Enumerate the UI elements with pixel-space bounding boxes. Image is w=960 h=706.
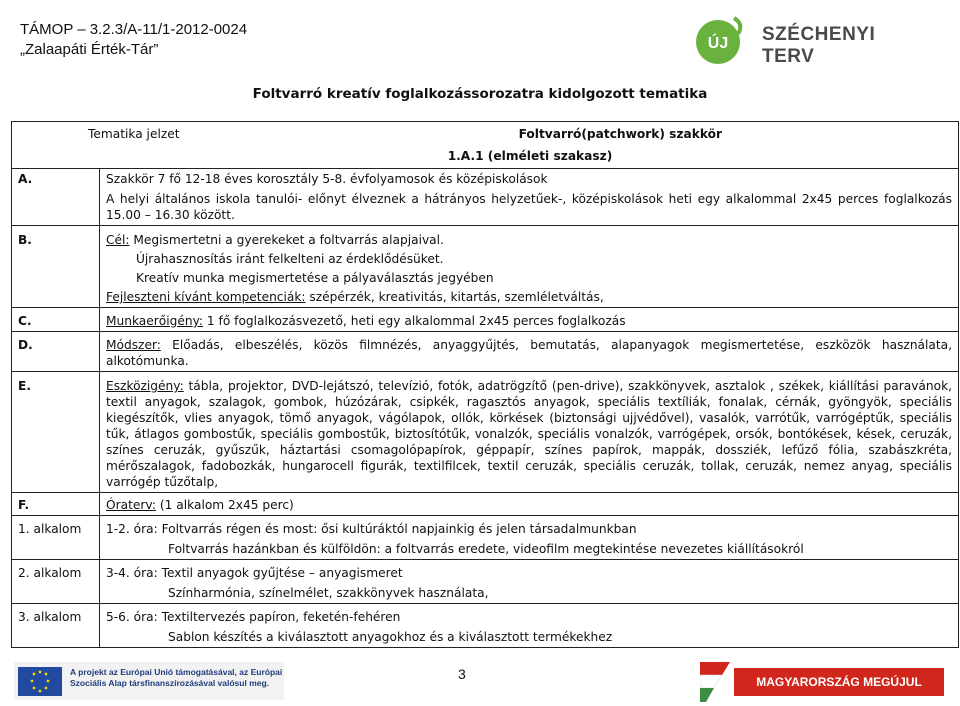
a-line2: A helyi általános iskola tanulói- előnyt élveznek a hátrányos helyzetűek-, középiskolások heti egy alkalommal 2x45 perces foglalkozás 15.00 – 16.30 között. [106, 192, 952, 222]
col1-header: Tematika jelzet [88, 127, 180, 141]
session-row-3 [12, 604, 959, 648]
project-name: „Zalaapáti Érték-Tár” [20, 41, 159, 58]
session-label-2: 2. alkalom [12, 560, 100, 604]
content-e [100, 372, 959, 493]
eu-text-1: A projekt az Európai Unió támogatásával, az Európai [70, 667, 283, 677]
table-header-row [12, 122, 959, 169]
phase-label: 1.A.1 (elméleti szakasz) [447, 149, 613, 163]
eu-text-2: Szociális Alap társfinanszírozásával valósul meg. [70, 678, 270, 688]
row-f [12, 493, 959, 516]
banner-text: MAGYARORSZÁG MEGÚJUL [734, 668, 944, 696]
session-content-3 [100, 604, 959, 648]
content-d [100, 332, 959, 372]
eu-flag-icon [18, 667, 62, 696]
cel-2: Újrahasznosítás iránt felkelteni az érdeklődésüket. [136, 252, 444, 266]
modszer-text: Előadás, elbeszélés, közös filmnézés, anyaggyűjtés, bemutatás, alapanyagok megismertetése, eszközök használata, alkotómunka. [106, 338, 952, 368]
label-e: E. [12, 372, 100, 493]
session-label-1: 1. alkalom [12, 516, 100, 560]
session-1-line1: 1-2. óra: Foltvarrás régen és most: ősi kultúráktól napjainkig és jelen társadalmunkban [106, 522, 637, 536]
project-code: TÁMOP – 3.2.3/A-11/1-2012-0024 [20, 21, 248, 38]
label-d: D. [12, 332, 100, 372]
magyarorszag-megujul-logo [700, 662, 950, 702]
content-a [100, 169, 959, 226]
cel-1: Megismertetni a gyerekeket a foltvarrás alapjaival. [133, 233, 444, 247]
munkaeroigeny-label: Munkaerőigény: [106, 314, 204, 328]
col2-header: Foltvarró(patchwork) szakkör [518, 127, 722, 141]
session-row-2 [12, 560, 959, 604]
munkaeroigeny-text: 1 fő foglalkozásvezető, heti egy alkalommal 2x45 perces foglalkozás [206, 314, 626, 328]
page-footer [0, 656, 960, 706]
row-b [12, 226, 959, 308]
eszkozigeny-label: Eszközigény: [106, 379, 184, 393]
session-row-1 [12, 516, 959, 560]
cel-3: Kreatív munka megismertetése a pályaválasztás jegyében [136, 271, 494, 285]
row-a [12, 169, 959, 226]
uj-badge-icon [690, 12, 760, 68]
session-2-line2: Színharmónia, színelmélet, szakkönyvek használata, [168, 586, 489, 600]
row-e [12, 372, 959, 493]
cel-label: Cél: [106, 233, 130, 247]
content-b [100, 226, 959, 308]
content-f [100, 493, 959, 516]
session-2-line1: 3-4. óra: Textil anyagok gyűjtése – anyagismeret [106, 566, 403, 580]
a-line1: Szakkör 7 fő 12-18 éves korosztály 5-8. évfolyamosok és középiskolások [106, 172, 548, 186]
document-title: Foltvarró kreatív foglalkozássorozatra kidolgozott tematika [252, 86, 708, 102]
modszer-label: Módszer: [106, 338, 161, 352]
hungarian-flag-icon [700, 662, 730, 702]
eu-support-logo [14, 662, 284, 700]
session-label-3: 3. alkalom [12, 604, 100, 648]
session-content-2 [100, 560, 959, 604]
row-c [12, 308, 959, 332]
kompetenciak-label: Fejleszteni kívánt kompetenciák: [106, 290, 306, 304]
page-number: 3 [458, 666, 466, 682]
eszkozigeny-text: tábla, projektor, DVD-lejátszó, televízió, fotók, adatrögzítő (pen-drive), szakkönyvek, asztalok , székek, kiállítási paravánok, textil anyagok, szalagok, gombok, húzózárak, csipkék, ragasztós anyagok, speciális textíliák, fonalak, cérnák, gyöngyök, speciális kiegészítők, vlies anyagok, tömő anyagok, vágólapok, ollók, körkések (biztonsági ujjvédővel), vasalók, varrótűk, varrógéptűk, speciális tűk, átlagos gombostűk, speciális gombostűk, biztosítótűk, vonalzók, speciális vonalzók, varrógépek, orsók, bontókések, kések, ceruzák, színes ceruzák, gyűszűk, háztartási csomagolópapírok, géppapír, színes papírok, mappák, dossziék, lefűző fólia, szabászkréta, mérőszalagok, fadobozkák, hungarocell figurák, textilfilcek, textil ceruzák, speciális ceruzák, tollak, ceruzák, nemez anyag, speciális varrógép tűzőtalp, [106, 379, 952, 489]
label-f: F. [12, 493, 100, 516]
label-c: C. [12, 308, 100, 332]
oraterv-label: Óraterv: [106, 498, 157, 512]
logo-badge-text: ÚJ [707, 35, 729, 52]
label-a: A. [12, 169, 100, 226]
session-3-line2: Sablon készítés a kiválasztott anyagokhoz és a kiválasztott termékekhez [168, 630, 613, 644]
tematika-table [11, 121, 959, 648]
row-d [12, 332, 959, 372]
session-content-1 [100, 516, 959, 560]
content-c [100, 308, 959, 332]
header-project [20, 20, 247, 60]
logo-text: SZÉCHENYI TERV [762, 24, 876, 67]
session-1-line2: Foltvarrás hazánkban és külföldön: a foltvarrás eredete, videofilm megtekintése nevezetes kiállításokról [168, 542, 804, 556]
oraterv-text: (1 alkalom 2x45 perc) [159, 498, 294, 512]
label-b: B. [12, 226, 100, 308]
szechenyi-logo [690, 12, 910, 68]
session-3-line1: 5-6. óra: Textiltervezés papíron, feketén-fehéren [106, 610, 401, 624]
kompetenciak-text: szépérzék, kreativitás, kitartás, szemléletváltás, [309, 290, 604, 304]
